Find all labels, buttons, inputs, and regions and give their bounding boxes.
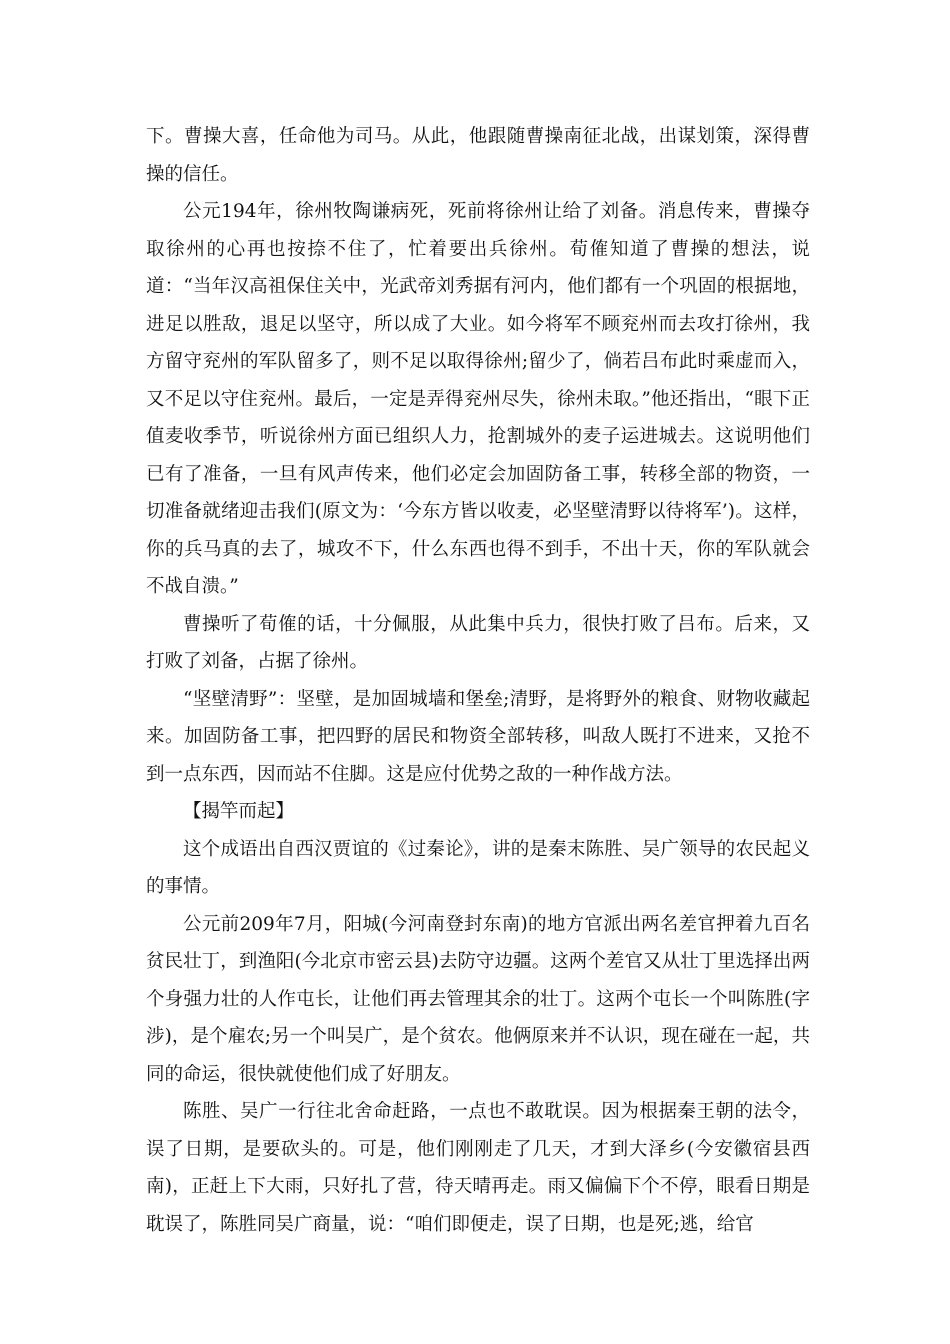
paragraph-chen-sheng-wu-guang: 公元前209年7月，阳城(今河南登封东南)的地方官派出两名差官押着九百名贫民壮丁，到渔阳(今北京市密云县)去防守边疆。这两个差官又从壮丁里选择出两个身强力壮的人作屯长，让他们再去管理其余的壮丁。这两个屯长一个叫陈胜(字涉)，是个雇农;另一个叫吴广，是个贫农。他俩原来并不认识，现在碰在一起，共同的命运，很快就使他们成了好朋友。 <box>146 913 810 1085</box>
paragraph-xuzhou: 公元194年，徐州牧陶谦病死，死前将徐州让给了刘备。消息传来，曹操夺取徐州的心再也按捺不住了，忙着要出兵徐州。荀傕知道了曹操的想法，说道：“当年汉高祖保住关中，光武帝刘秀据有河内，他们都有一个巩固的根据地，进足以胜敌，退足以坚守，所以成了大业。如今将军不顾兖州而去攻打徐州，我方留守兖州的军队留多了，则不足以取得徐州;留少了，倘若吕布此时乘虚而入，又不足以守住兖州。最后，一定是弄得兖州尽失，徐州未取。”他还指出，“眼下正值麦收季节，听说徐州方面已组织人力，抢割城外的麦子运进城去。这说明他们已有了准备，一旦有风声传来，他们必定会加固防备工事，转移全部的物资，一切准备就绪迎击我们(原文为：‘今东方皆以收麦，必坚壁清野以待将军’)。这样，你的兵马真的去了，城攻不下，什么东西也得不到手，不出十天，你的军队就会不战自溃。” <box>146 201 810 597</box>
paragraph-cao-cao-victory: 曹操听了荀傕的话，十分佩服，从此集中兵力，很快打败了吕布。后来，又打败了刘备，占据了徐州。 <box>146 613 810 672</box>
document-body <box>146 118 810 1243</box>
section-heading-jiegan-erqi: 【揭竿而起】 <box>183 801 295 822</box>
paragraph-dazexiang: 陈胜、吴广一行往北舍命赶路，一点也不敢耽误。因为根据秦王朝的法令，误了日期，是要砍头的。可是，他们刚刚走了几天，才到大泽乡(今安徽宿县西南)，正赶上下大雨，只好扎了营，待天晴再走。雨又偏偏下个不停，眼看日期是耽误了，陈胜同吴广商量，说：“咱们即便走，误了日期，也是死;逃，给官 <box>146 1101 810 1235</box>
paragraph-jianbi-qingye-definition: “坚壁清野”：坚壁，是加固城墙和堡垒;清野，是将野外的粮食、财物收藏起来。加固防备工事，把四野的居民和物资全部转移，叫敌人既打不进来，又抢不到一点东西，因而站不住脚。这是应付优势之敌的一种作战方法。 <box>146 688 810 785</box>
paragraph-continuation: 下。曹操大喜，任命他为司马。从此，他跟随曹操南征北战，出谋划策，深得曹操的信任。 <box>146 126 810 185</box>
paragraph-guo-qin-lun: 这个成语出自西汉贾谊的《过秦论》，讲的是秦末陈胜、吴广领导的农民起义的事情。 <box>146 838 810 897</box>
